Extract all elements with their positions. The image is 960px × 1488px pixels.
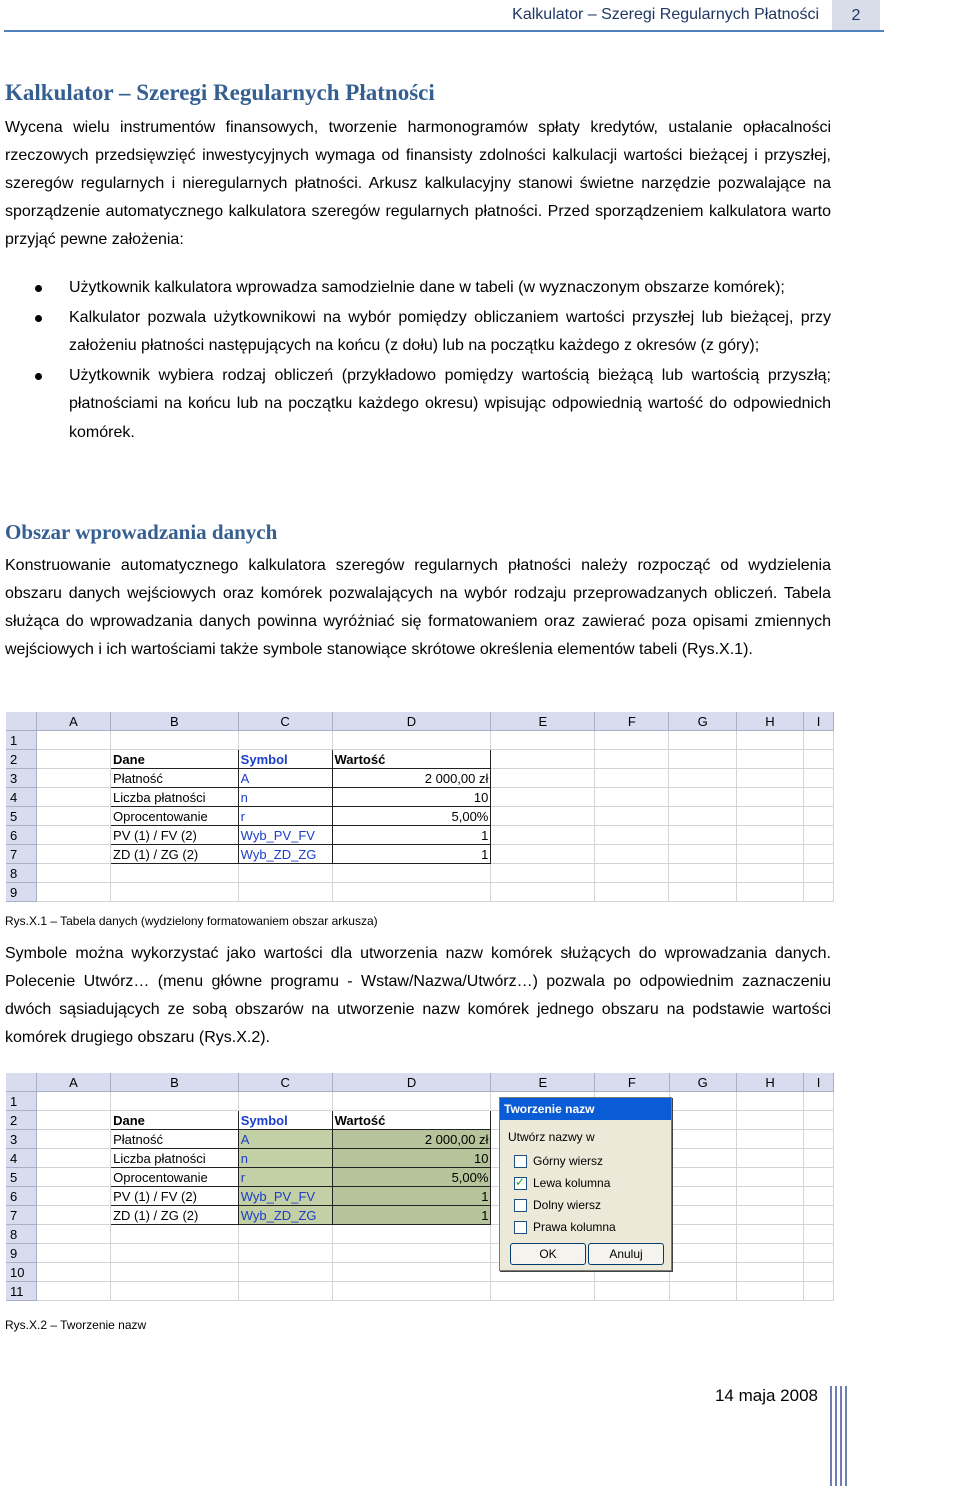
column-header[interactable]: G (669, 712, 736, 731)
assumption-list (5, 274, 831, 448)
list-item: Kalkulator pozwala użytkownikowi na wybór pomiędzy obliczaniem wartości przyszłej lub bieżącej, przy założeniu płatności następujących na końcu (z dołu) lub na początku każdego z okresów (z góry); (5, 304, 831, 361)
header-rule (4, 30, 884, 32)
table-row (6, 845, 834, 864)
subsection-title: Obszar wprowadzania danych (5, 520, 278, 544)
table-row (6, 1168, 834, 1187)
row-header[interactable]: 10 (6, 1263, 36, 1282)
select-all-corner[interactable] (6, 712, 36, 731)
row-header[interactable]: 9 (6, 1244, 36, 1263)
list-item: Użytkownik wybiera rodzaj obliczeń (przykładowo pomiędzy wartością bieżącą lub wartością przyszłą; płatnościami na końcu lub na początku każdego okresu) wpisując odpowiednią wartość do odpowiednich komórek. (5, 362, 831, 448)
column-header[interactable]: E (491, 1073, 595, 1092)
table-row (6, 1130, 834, 1149)
cell-header-wartosc[interactable]: Wartość (332, 1111, 491, 1130)
page-number: 2 (832, 0, 880, 31)
section-title: Kalkulator – Szeregi Regularnych Płatności (5, 80, 435, 105)
cell-value[interactable]: 1 (332, 845, 491, 864)
column-header[interactable]: B (111, 712, 239, 731)
cell-label[interactable]: Oprocentowanie (111, 807, 239, 826)
spreadsheet-figure-1 (6, 712, 834, 900)
row-header[interactable]: 7 (6, 845, 36, 864)
cell-header-symbol[interactable]: Symbol (238, 1111, 332, 1130)
cell-symbol[interactable]: Wyb_PV_FV (238, 826, 332, 845)
table-row (6, 731, 834, 750)
cell-symbol[interactable]: Wyb_ZD_ZG (238, 1206, 332, 1225)
select-all-corner[interactable] (6, 1073, 36, 1092)
table-row (6, 883, 834, 902)
cell-label[interactable]: Liczba płatności (111, 1149, 239, 1168)
row-header[interactable]: 5 (6, 807, 36, 826)
cell-header-wartosc[interactable]: Wartość (332, 750, 491, 769)
cell-value[interactable]: 5,00% (332, 807, 491, 826)
table-row (6, 1092, 834, 1111)
row-header[interactable]: 2 (6, 1111, 36, 1130)
cancel-button[interactable]: Anuluj (588, 1243, 664, 1265)
cell-label[interactable]: PV (1) / FV (2) (111, 1187, 239, 1206)
column-header[interactable]: I (804, 1073, 834, 1092)
bullet-icon (35, 373, 42, 380)
cell-header-dane[interactable]: Dane (111, 750, 239, 769)
row-header[interactable]: 1 (6, 1092, 36, 1111)
intro-paragraph: Wycena wielu instrumentów finansowych, tworzenie harmonogramów spłaty kredytów, ustalanie opłacalności rzeczowych przedsięwzięć inwestycyjnych wymaga od finansisty zdolności kalkulacji wartości bieżącej i przyszłej, szeregów regularnych i nieregularnych płatności. Arkusz kalkulacyjny stanowi świetne narzędzie pozwalające na sporządzenie automatycznego kalkulatora szeregów regularnych płatności. Przed sporządzeniem kalkulatora warto przyjąć pewne założenia: (5, 119, 831, 248)
column-header[interactable]: C (238, 712, 332, 731)
header-title: Kalkulator – Szeregi Regularnych Płatności (512, 6, 819, 23)
column-header[interactable]: D (332, 1073, 491, 1092)
cell-value[interactable]: 2 000,00 zł (332, 1130, 491, 1149)
cell-header-dane[interactable]: Dane (111, 1111, 239, 1130)
table-row (6, 1282, 834, 1301)
cell-symbol[interactable]: A (238, 769, 332, 788)
ok-button[interactable]: OK (510, 1243, 586, 1265)
table-row (6, 1263, 834, 1282)
cell-label[interactable]: Liczba płatności (111, 788, 239, 807)
cell-symbol[interactable]: Wyb_PV_FV (238, 1187, 332, 1206)
cell-value[interactable]: 10 (332, 1149, 491, 1168)
row-header[interactable]: 4 (6, 788, 36, 807)
cell-value[interactable]: 2 000,00 zł (332, 769, 491, 788)
cell-symbol[interactable]: n (238, 788, 332, 807)
cell-value[interactable]: 1 (332, 826, 491, 845)
table-row (6, 1206, 834, 1225)
checkbox-icon[interactable] (514, 1155, 527, 1168)
row-header[interactable]: 8 (6, 1225, 36, 1244)
table-row (6, 864, 834, 883)
cell-label[interactable]: ZD (1) / ZG (2) (111, 1206, 239, 1225)
table-row (6, 1187, 834, 1206)
table-row (6, 788, 834, 807)
column-header[interactable]: F (595, 1073, 669, 1092)
dialog-title[interactable]: Tworzenie nazw (500, 1098, 671, 1120)
footer-date: 14 maja 2008 (714, 1386, 818, 1405)
checkbox-left-column[interactable]: ✓Lewa kolumna (514, 1176, 610, 1190)
cell-symbol[interactable]: r (238, 1168, 332, 1187)
cell-value[interactable]: 10 (332, 788, 491, 807)
row-header[interactable]: 4 (6, 1149, 36, 1168)
footer-decoration (830, 1386, 850, 1486)
table-row (6, 1149, 834, 1168)
page-header (0, 0, 960, 34)
cell-label[interactable]: ZD (1) / ZG (2) (111, 845, 239, 864)
cell-label[interactable]: Płatność (111, 769, 239, 788)
checkbox-right-column[interactable]: Prawa kolumna (514, 1220, 616, 1234)
row-header[interactable]: 6 (6, 826, 36, 845)
cell-value[interactable]: 5,00% (332, 1168, 491, 1187)
column-header[interactable]: H (736, 1073, 803, 1092)
row-header[interactable]: 6 (6, 1187, 36, 1206)
cell-value[interactable]: 1 (332, 1187, 491, 1206)
checkbox-icon[interactable] (514, 1221, 527, 1234)
column-header[interactable]: C (238, 1073, 332, 1092)
column-header[interactable]: I (804, 712, 834, 731)
row-header[interactable]: 3 (6, 1130, 36, 1149)
row-header[interactable]: 9 (6, 883, 36, 902)
cell-label[interactable]: PV (1) / FV (2) (111, 826, 239, 845)
row-header[interactable]: 5 (6, 1168, 36, 1187)
column-header[interactable]: D (332, 712, 491, 731)
row-header[interactable]: 11 (6, 1282, 36, 1301)
column-header[interactable]: E (491, 712, 595, 731)
list-item: Użytkownik kalkulatora wprowadza samodzielnie dane w tabeli (w wyznaczonym obszarze komórek); (5, 274, 831, 303)
row-header[interactable]: 2 (6, 750, 36, 769)
table-row (6, 826, 834, 845)
checkbox-icon[interactable] (514, 1199, 527, 1212)
row-header[interactable]: 1 (6, 731, 36, 750)
table-row (6, 1111, 834, 1130)
cell-header-symbol[interactable]: Symbol (238, 750, 332, 769)
figure-caption-2: Rys.X.2 – Tworzenie nazw (5, 1318, 147, 1332)
row-header[interactable]: 7 (6, 1206, 36, 1225)
column-header[interactable]: H (736, 712, 803, 731)
spreadsheet-grid (6, 1073, 834, 1301)
spreadsheet-grid (6, 712, 834, 902)
cell-label[interactable]: Oprocentowanie (111, 1168, 239, 1187)
table-row (6, 769, 834, 788)
checkbox-checked-icon[interactable] (514, 1177, 527, 1190)
bullet-icon (35, 285, 42, 292)
cell-symbol[interactable]: A (238, 1130, 332, 1149)
column-header[interactable]: F (595, 712, 669, 731)
cell-label[interactable]: Płatność (111, 1130, 239, 1149)
checkbox-bottom-row[interactable]: Dolny wiersz (514, 1198, 601, 1212)
column-header[interactable]: A (36, 712, 110, 731)
column-header[interactable]: G (669, 1073, 736, 1092)
create-names-dialog (499, 1097, 672, 1271)
column-header-row (6, 1073, 834, 1092)
cell-symbol[interactable]: r (238, 807, 332, 826)
table-row (6, 1225, 834, 1244)
data-area-paragraph: Konstruowanie automatycznego kalkulatora szeregów regularnych płatności należy rozpocząć od wydzielenia obszaru danych wejściowych oraz komórek pozwalających na wybór rodzaju przeprowadzanych obliczeń. Tabela służąca do wprowadzania danych powinna wyróżniać się formatowaniem oraz zawierać poza opisami zmiennych wejściowych i ich wartościami także symbole stanowiące skrótowe określenia elementów tabeli (Rys.X.1). (5, 557, 831, 658)
column-header[interactable]: B (111, 1073, 239, 1092)
spreadsheet-figure-2 (6, 1073, 834, 1299)
cell-value[interactable]: 1 (332, 1206, 491, 1225)
bullet-icon (35, 315, 42, 322)
cell-symbol[interactable]: Wyb_ZD_ZG (238, 845, 332, 864)
checkbox-top-row[interactable]: Górny wiersz (514, 1154, 603, 1168)
figure-caption-1: Rys.X.1 – Tabela danych (wydzielony formatowaniem obszar arkusza) (5, 914, 378, 928)
column-header[interactable]: A (36, 1073, 110, 1092)
column-header-row (6, 712, 834, 731)
table-row (6, 807, 834, 826)
row-header[interactable]: 3 (6, 769, 36, 788)
table-row (6, 1244, 834, 1263)
cell-symbol[interactable]: n (238, 1149, 332, 1168)
dialog-group-label: Utwórz nazwy w (508, 1130, 595, 1144)
create-names-paragraph: Symbole można wykorzystać jako wartości dla utworzenia nazw komórek służących do wprowadzania danych. Polecenie Utwórz… (menu główne programu - Wstaw/Nazwa/Utwórz…) pozwala po odpowiednim zaznaczeniu dwóch sąsiadujących ze sobą obszarów na utworzenie nazw komórek jednego obszaru na podstawie wartości komórek drugiego obszaru (Rys.X.2). (5, 945, 831, 1046)
table-row (6, 750, 834, 769)
row-header[interactable]: 8 (6, 864, 36, 883)
